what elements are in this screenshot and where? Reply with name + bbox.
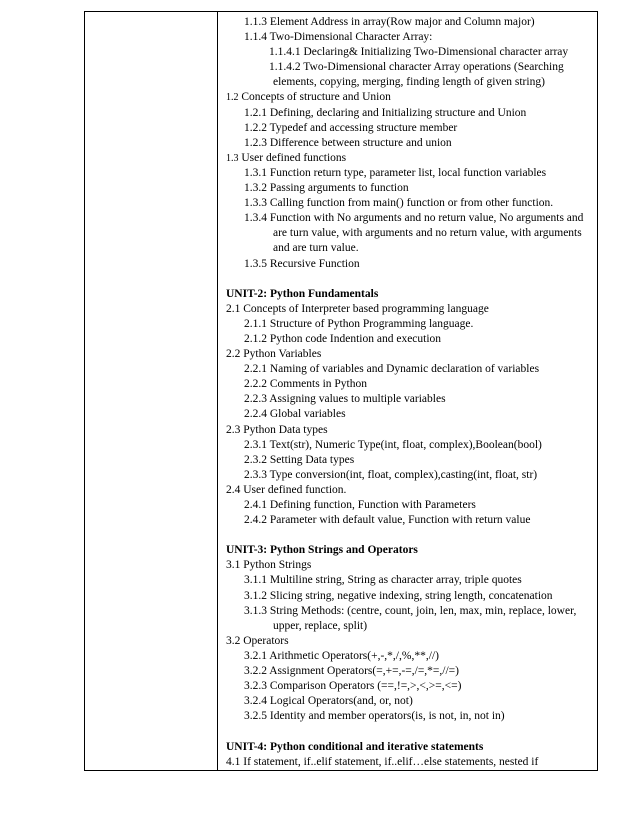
topic-line: 3.2.5 Identity and member operators(is, is not, in, not in) — [244, 710, 505, 723]
topic-line: 3.2.2 Assignment Operators(=,+=,-=,/=,*=,//=) — [244, 665, 460, 678]
topic-line: 2.1.1 Structure of Python Programming language. — [244, 317, 474, 330]
topic-line: and are turn value. — [273, 242, 359, 255]
topic-line: 1.1.4.1 Declaring& Initializing Two-Dimensional character array — [269, 46, 569, 59]
section-heading: 2.4 User defined function. — [226, 483, 347, 496]
topic-line: 2.2.4 Global variables — [244, 408, 346, 421]
section-heading: 2.2 Python Variables — [226, 348, 322, 361]
topic-line: 3.1.1 Multiline string, String as character array, triple quotes — [244, 574, 522, 587]
spacer — [226, 528, 588, 543]
topic-line: 3.2.3 Comparison Operators (==,!=,>,<,>=,<=) — [244, 680, 462, 693]
topic-line: 2.3.3 Type conversion(int, float, complex),casting(int, float, str) — [244, 468, 538, 481]
topic-line: 1.2.1 Defining, declaring and Initializing structure and Union — [244, 106, 527, 119]
section-heading — [226, 90, 588, 105]
topic-line: upper, replace, split) — [273, 619, 368, 632]
section-number: 1.3 — [226, 152, 239, 164]
topic-line: 2.2.1 Naming of variables and Dynamic declaration of variables — [244, 363, 540, 376]
unit-heading: UNIT-2: Python Fundamentals — [226, 287, 379, 300]
topic-line: 2.4.1 Defining function, Function with Parameters — [244, 499, 476, 511]
topic-line: 1.3.5 Recursive Function — [244, 257, 360, 270]
topic-line: 1.1.4.2 Two-Dimensional character Array operations (Searching — [269, 61, 564, 74]
topic-line: 2.2.3 Assigning values to multiple variables — [244, 393, 446, 406]
topic-line: 2.4.2 Parameter with default value, Function with return value — [244, 514, 531, 527]
topic-line: 2.3.2 Setting Data types — [244, 453, 355, 466]
section-heading: 3.1 Python Strings — [226, 559, 312, 572]
column-divider — [217, 11, 218, 771]
section-heading: 3.2 Operators — [226, 634, 289, 647]
topic-line: 2.1.2 Python code Indention and execution — [244, 332, 442, 345]
unit-heading: UNIT-4: Python conditional and iterative statements — [226, 740, 484, 753]
topic-line: 1.2.3 Difference between structure and union — [244, 136, 452, 149]
topic-line: 3.1.3 String Methods: (centre, count, join, len, max, min, replace, lower, — [244, 604, 577, 617]
spacer — [226, 272, 588, 287]
topic-line: 1.1.4 Two-Dimensional Character Array: — [244, 31, 433, 44]
section-heading: 4.1 If statement, if..elif statement, if..elif…else statements, nested if — [226, 755, 539, 768]
topic-line: 1.3.1 Function return type, parameter list, local function variables — [244, 166, 547, 179]
section-heading: 2.3 Python Data types — [226, 423, 328, 436]
section-title: Concepts of structure and Union — [238, 91, 391, 104]
topic-line: 1.2.2 Typedef and accessing structure member — [244, 121, 458, 134]
topic-line: elements, copying, merging, finding length of given string) — [273, 76, 545, 89]
topic-line: 2.3.1 Text(str), Numeric Type(int, float, complex),Boolean(bool) — [244, 438, 542, 451]
section-heading: 2.1 Concepts of Interpreter based programming language — [226, 302, 489, 315]
topic-line: 3.2.1 Arithmetic Operators(+,-,*,/,%,**,//) — [244, 649, 439, 662]
topic-line: 1.3.3 Calling function from main() function or from other function. — [244, 197, 554, 210]
unit-heading: UNIT-3: Python Strings and Operators — [226, 544, 418, 557]
section-number: 1.2 — [226, 92, 239, 104]
topic-line: 3.1.2 Slicing string, negative indexing, string length, concatenation — [244, 589, 553, 602]
section-heading — [226, 151, 588, 166]
syllabus-content — [226, 15, 588, 770]
topic-line: are turn value, with arguments and no return value, with arguments — [273, 227, 582, 240]
topic-line: 3.2.4 Logical Operators(and, or, not) — [244, 695, 413, 708]
topic-line: 1.1.3 Element Address in array(Row major and Column major) — [244, 16, 535, 28]
spacer — [226, 724, 588, 739]
section-title: User defined functions — [238, 151, 347, 164]
topic-line: 1.3.2 Passing arguments to function — [244, 182, 409, 195]
topic-line: 1.3.4 Function with No arguments and no return value, No arguments and — [244, 212, 584, 225]
topic-line: 2.2.2 Comments in Python — [244, 378, 367, 391]
